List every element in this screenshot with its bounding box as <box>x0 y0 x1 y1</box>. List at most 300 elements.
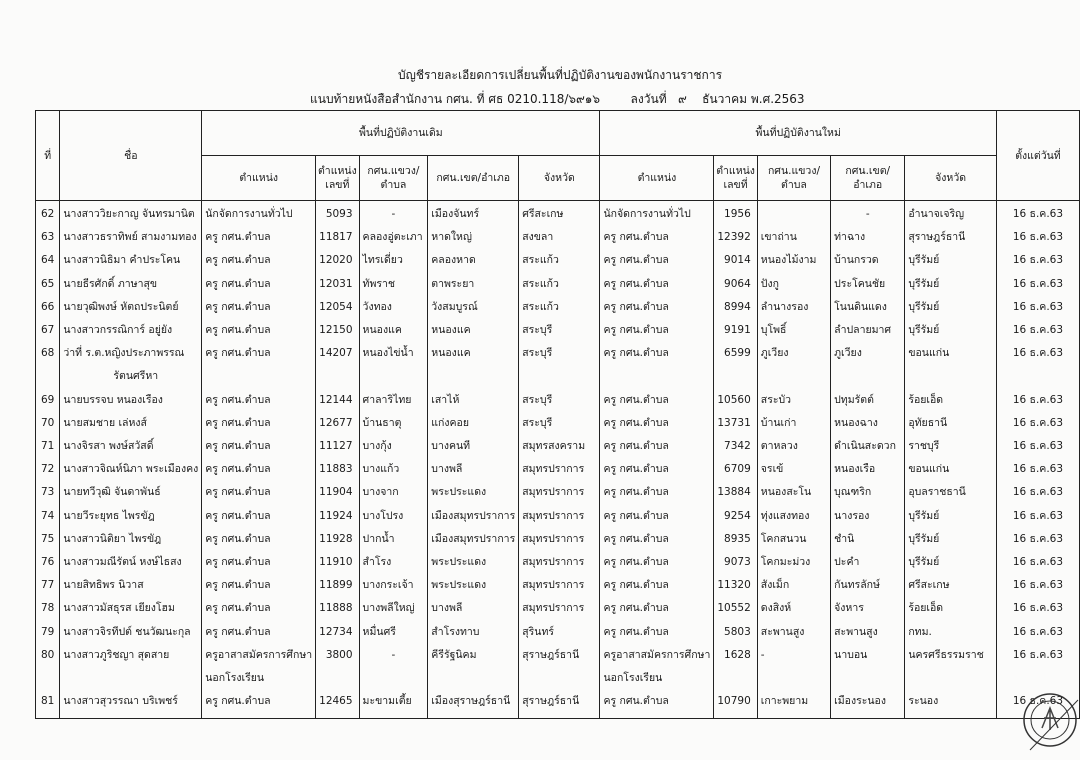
new-position-no-text: 9254 <box>724 509 751 522</box>
old-subdistrict-text: บางกุ้ง <box>362 440 392 453</box>
row-number <box>36 342 60 388</box>
header-new-subdistrict: กศน.แขวง/ ตำบล <box>757 156 830 201</box>
old-subdistrict <box>359 528 428 551</box>
new-position-text: ครู กศน.ตำบล <box>603 440 669 453</box>
new-position-text: ครู กศน.ตำบล <box>603 509 669 522</box>
new-province-text: อุทัยธานี <box>908 416 948 429</box>
old-province <box>519 435 600 458</box>
new-position-no-text: 9191 <box>724 324 751 337</box>
old-position <box>202 574 316 597</box>
person-name <box>60 505 202 528</box>
old-province <box>519 412 600 435</box>
new-district <box>831 389 905 412</box>
new-province <box>905 296 997 319</box>
row-number <box>36 690 60 719</box>
old-province <box>519 528 600 551</box>
old-position-text: ครู กศน.ตำบล <box>205 231 271 244</box>
old-subdistrict-text: ศาลาริไทย <box>362 393 412 406</box>
old-position-no <box>316 481 359 504</box>
row-number <box>36 597 60 620</box>
new-district-text: หนองฉาง <box>834 416 878 429</box>
person-name <box>60 481 202 504</box>
old-position-text: ครู กศน.ตำบล <box>205 347 271 360</box>
effective-date <box>996 273 1079 296</box>
new-subdistrict-text: บ้านเก่า <box>760 416 797 429</box>
row-number <box>36 319 60 342</box>
new-province <box>905 505 997 528</box>
new-position <box>600 528 714 551</box>
old-district <box>428 273 519 296</box>
effective-date-text: 16 ธ.ค.63 <box>1012 393 1064 406</box>
new-province <box>905 690 997 719</box>
person-name-text: นายบรรจบ หนองเรือง <box>63 393 163 406</box>
new-position-no <box>714 201 757 227</box>
old-position <box>202 342 316 388</box>
old-district <box>428 226 519 249</box>
old-subdistrict-text: ปากน้ำ <box>362 532 395 545</box>
old-subdistrict-text: บางกระเจ้า <box>362 579 414 592</box>
old-district <box>428 690 519 719</box>
row-number-text: 78 <box>41 602 55 615</box>
old-position <box>202 621 316 644</box>
person-name <box>60 319 202 342</box>
new-subdistrict <box>757 481 830 504</box>
old-province <box>519 690 600 719</box>
header-since: ตั้งแต่วันที่ <box>996 111 1079 201</box>
new-district-text: ลำปลายมาศ <box>834 324 892 337</box>
person-name <box>60 597 202 620</box>
old-subdistrict-text: บางแก้ว <box>362 463 400 476</box>
row-number <box>36 389 60 412</box>
header-name: ชื่อ <box>60 111 202 201</box>
old-position-no-text: 11817 <box>319 231 353 244</box>
old-position <box>202 690 316 719</box>
effective-date <box>996 249 1079 272</box>
person-name <box>60 551 202 574</box>
new-province <box>905 458 997 481</box>
header-new-province: จังหวัด <box>905 156 997 201</box>
new-position-text: ครู กศน.ตำบล <box>603 625 669 638</box>
new-district <box>831 644 905 690</box>
old-position-no <box>316 644 359 690</box>
new-subdistrict-text: หนองไม้งาม <box>760 254 817 267</box>
new-subdistrict-text: ภูเวียง <box>760 347 789 360</box>
person-name-text: นายธีรศักดิ์ ภาษาสุข <box>63 277 158 290</box>
new-subdistrict <box>757 389 830 412</box>
new-subdistrict <box>757 505 830 528</box>
new-position-no <box>714 481 757 504</box>
new-province <box>905 597 997 620</box>
old-district <box>428 481 519 504</box>
old-position-no <box>316 435 359 458</box>
new-subdistrict-text: สังเม็ก <box>760 579 790 592</box>
row-number-text: 64 <box>41 254 55 267</box>
new-position-text: ครู กศน.ตำบล <box>603 347 669 360</box>
old-province <box>519 574 600 597</box>
document-subtitle: แนบท้ายหนังสือสำนักงาน กศน. ที่ ศธ 0210.118/๖๙๑๖ ลงวันที่ ๙ ธันวาคม พ.ศ.2563 <box>310 92 805 106</box>
old-position-no-text: 12031 <box>319 277 353 290</box>
old-position <box>202 249 316 272</box>
old-position <box>202 201 316 227</box>
old-position-no-text: 12020 <box>319 254 353 267</box>
old-position-no <box>316 296 359 319</box>
old-position-no-text: 14207 <box>319 347 353 360</box>
old-province-text: สุราษฎร์ธานี <box>522 648 580 661</box>
old-position-text: ครู กศน.ตำบล <box>205 532 271 545</box>
old-position-no <box>316 412 359 435</box>
old-subdistrict <box>359 621 428 644</box>
old-district-text: คลองหาด <box>431 254 476 267</box>
new-province-text: ราชบุรี <box>908 440 940 453</box>
effective-date-text: 16 ธ.ค.63 <box>1012 416 1064 429</box>
new-position-text: ครู กศน.ตำบล <box>603 300 669 313</box>
old-district-text: หนองแค <box>431 347 471 360</box>
old-district <box>428 458 519 481</box>
old-province-text: สมุทรปราการ <box>522 532 585 545</box>
new-province <box>905 319 997 342</box>
old-district-text: เสาไห้ <box>431 393 460 406</box>
new-subdistrict <box>757 319 830 342</box>
old-position-no-text: 12054 <box>319 300 353 313</box>
row-number <box>36 644 60 690</box>
old-province <box>519 201 600 227</box>
old-position-text: ครู กศน.ตำบล <box>205 254 271 267</box>
effective-date-text: 16 ธ.ค.63 <box>1012 509 1064 522</box>
new-position-no-text: 10552 <box>717 602 751 615</box>
table-row <box>36 389 1080 412</box>
new-position-no-text: 1628 <box>724 648 751 661</box>
old-province-text: สระแก้ว <box>522 300 559 313</box>
old-province <box>519 481 600 504</box>
old-district-text: พระประแดง <box>431 486 487 499</box>
old-subdistrict <box>359 435 428 458</box>
old-position-no-text: 11888 <box>319 602 353 615</box>
new-position <box>600 621 714 644</box>
new-district-text: ภูเวียง <box>834 347 862 360</box>
row-number <box>36 412 60 435</box>
new-position <box>600 597 714 620</box>
person-name <box>60 435 202 458</box>
row-number-text: 72 <box>41 463 55 476</box>
new-position <box>600 412 714 435</box>
old-position-no-text: 11899 <box>319 579 353 592</box>
effective-date <box>996 621 1079 644</box>
new-district <box>831 528 905 551</box>
new-district <box>831 690 905 719</box>
old-district-text: พระประแดง <box>431 579 487 592</box>
old-province <box>519 551 600 574</box>
table-row <box>36 597 1080 620</box>
new-subdistrict-text: ปังกู <box>760 277 779 290</box>
new-position-no-text: 5803 <box>724 625 751 638</box>
old-subdistrict <box>359 226 428 249</box>
table-row <box>36 296 1080 319</box>
new-position-no <box>714 597 757 620</box>
new-position-text: ครู กศน.ตำบล <box>603 324 669 337</box>
old-subdistrict <box>359 201 428 227</box>
new-district-text: หนองเรือ <box>834 463 876 476</box>
old-position-no <box>316 249 359 272</box>
old-province <box>519 389 600 412</box>
old-position <box>202 644 316 690</box>
old-province-text: สงขลา <box>522 231 554 244</box>
new-position <box>600 551 714 574</box>
old-subdistrict-text: ทัพราช <box>362 277 396 290</box>
old-district-text: หนองแค <box>431 324 471 337</box>
old-position <box>202 458 316 481</box>
new-position-no <box>714 226 757 249</box>
row-number <box>36 226 60 249</box>
effective-date-text: 16 ธ.ค.63 <box>1012 324 1064 337</box>
new-position-no <box>714 435 757 458</box>
effective-date-text: 16 ธ.ค.63 <box>1012 208 1064 220</box>
effective-date-text: 16 ธ.ค.63 <box>1012 231 1064 244</box>
old-province <box>519 249 600 272</box>
new-district <box>831 412 905 435</box>
new-position <box>600 481 714 504</box>
new-position-text: ครู กศน.ตำบล <box>603 486 669 499</box>
new-district-text: ปทุมรัตต์ <box>834 393 874 406</box>
new-province <box>905 574 997 597</box>
old-subdistrict-text: หนองไข่น้ำ <box>362 347 414 360</box>
old-position-no-text: 11127 <box>319 440 353 453</box>
new-subdistrict-text: ทุ่งแสงทอง <box>760 509 810 522</box>
row-number-text: 76 <box>41 556 55 569</box>
table-row <box>36 412 1080 435</box>
person-name-text: ว่าที่ ร.ต.หญิงประภาพรรณ <box>63 347 185 360</box>
row-number-text: 70 <box>41 416 55 429</box>
garuda-seal-stamp <box>1020 680 1080 760</box>
old-position-no <box>316 574 359 597</box>
new-province-text: กทม. <box>908 625 932 638</box>
old-province <box>519 273 600 296</box>
new-position-text: ครู กศน.ตำบล <box>603 416 669 429</box>
new-position-no <box>714 296 757 319</box>
document-title: บัญชีรายละเอียดการเปลี่ยนพื้นที่ปฏิบัติงานของพนักงานราชการ <box>397 68 723 82</box>
old-position-text: ครู กศน.ตำบล <box>205 625 271 638</box>
old-province-text: สุราษฎร์ธานี <box>522 695 580 708</box>
old-position-no <box>316 201 359 227</box>
new-province-text: นครศรีธรรมราช <box>908 648 984 661</box>
old-position-no-text: 11904 <box>319 486 353 499</box>
effective-date <box>996 296 1079 319</box>
old-position-text: ครู กศน.ตำบล <box>205 463 271 476</box>
new-position-text: ครู กศน.ตำบล <box>603 393 669 406</box>
old-district-text: วังสมบูรณ์ <box>431 300 478 313</box>
new-province-text: บุรีรัมย์ <box>908 300 940 313</box>
new-position-no-text: 12392 <box>717 231 751 244</box>
old-district <box>428 201 519 227</box>
old-position-no <box>316 528 359 551</box>
new-district <box>831 458 905 481</box>
old-position-text: ครู กศน.ตำบล <box>205 695 271 708</box>
new-district-text: ประโคนชัย <box>834 277 886 290</box>
person-name-continuation: รัตนศรีหา <box>113 370 159 383</box>
old-district <box>428 621 519 644</box>
old-district <box>428 644 519 690</box>
new-position-no-text: 8994 <box>724 300 751 313</box>
old-position-no-text: 12734 <box>319 625 353 638</box>
old-province-text: สุรินทร์ <box>522 625 555 638</box>
old-subdistrict-text: บางโปรง <box>362 509 404 522</box>
new-position <box>600 690 714 719</box>
new-district <box>831 273 905 296</box>
new-position <box>600 201 714 227</box>
header-no: ที่ <box>36 111 60 201</box>
old-position-no-text: 12465 <box>319 695 353 708</box>
new-subdistrict-text: ดงสิงห์ <box>760 602 792 615</box>
new-district <box>831 201 905 227</box>
new-subdistrict-text: สะพานสูง <box>760 625 805 638</box>
old-position <box>202 505 316 528</box>
old-position <box>202 273 316 296</box>
effective-date <box>996 481 1079 504</box>
new-subdistrict <box>757 458 830 481</box>
old-position <box>202 481 316 504</box>
new-district <box>831 551 905 574</box>
old-province <box>519 319 600 342</box>
new-subdistrict <box>757 435 830 458</box>
row-number <box>36 249 60 272</box>
effective-date-text: 16 ธ.ค.63 <box>1012 532 1064 545</box>
header-new-position-no: ตำแหน่ง เลขที่ <box>714 156 757 201</box>
new-position-text: ครู กศน.ตำบล <box>603 695 669 708</box>
person-name-text: นางสาวนิติยา ไพรขัฎ <box>63 532 162 545</box>
new-district-text: ชำนิ <box>834 532 855 545</box>
old-subdistrict <box>359 505 428 528</box>
table-row <box>36 342 1080 388</box>
old-district-text: เมืองสุราษฎร์ธานี <box>431 695 511 708</box>
old-position-text: ครู กศน.ตำบล <box>205 277 271 290</box>
old-position-no-text: 3800 <box>325 648 353 661</box>
new-province-text: บุรีรัมย์ <box>908 277 940 290</box>
new-subdistrict <box>757 574 830 597</box>
old-subdistrict-text: - <box>391 208 396 220</box>
new-position <box>600 273 714 296</box>
old-position <box>202 412 316 435</box>
new-position-text: ครู กศน.ตำบล <box>603 579 669 592</box>
old-position-text: ครู กศน.ตำบล <box>205 440 271 453</box>
row-number-text: 79 <box>41 625 55 638</box>
old-province-text: สมุทรปราการ <box>522 463 585 476</box>
new-position <box>600 249 714 272</box>
header-old-area: พื้นที่ปฏิบัติงานเดิม <box>202 111 600 156</box>
new-position-text: ครู กศน.ตำบล <box>603 231 669 244</box>
old-province-text: สระแก้ว <box>522 277 559 290</box>
old-position <box>202 319 316 342</box>
old-district <box>428 551 519 574</box>
effective-date <box>996 458 1079 481</box>
effective-date-text: 16 ธ.ค.63 <box>1012 579 1064 592</box>
new-position-no-text: 1956 <box>724 208 751 220</box>
new-position-no-text: 9064 <box>724 277 751 290</box>
old-subdistrict <box>359 273 428 296</box>
old-position <box>202 296 316 319</box>
new-position-no <box>714 319 757 342</box>
old-district <box>428 574 519 597</box>
person-name <box>60 644 202 690</box>
old-subdistrict-text: สำโรง <box>362 556 392 569</box>
effective-date-text: 16 ธ.ค.63 <box>1012 602 1064 615</box>
new-position <box>600 574 714 597</box>
new-province-text: บุรีรัมย์ <box>908 324 940 337</box>
header-old-province: จังหวัด <box>519 156 600 201</box>
effective-date <box>996 551 1079 574</box>
new-position <box>600 389 714 412</box>
new-subdistrict-text: - <box>760 648 765 661</box>
new-province <box>905 201 997 227</box>
old-district-text: แก่งคอย <box>431 416 470 429</box>
new-subdistrict-text: เกาะพยาม <box>760 695 809 708</box>
new-province-text: ร้อยเอ็ด <box>908 393 944 406</box>
row-number-text: 63 <box>41 231 55 244</box>
new-province-text: อำนาจเจริญ <box>908 208 965 220</box>
table-row <box>36 574 1080 597</box>
row-number <box>36 273 60 296</box>
effective-date <box>996 528 1079 551</box>
old-province-text: สมุทรปราการ <box>522 556 585 569</box>
new-position <box>600 342 714 388</box>
effective-date-text: 16 ธ.ค.63 <box>1012 440 1064 453</box>
new-district-text: บ้านกรวด <box>834 254 879 267</box>
new-position-no <box>714 528 757 551</box>
new-district-text: บุณฑริก <box>834 486 872 499</box>
new-subdistrict <box>757 690 830 719</box>
old-position-text: ครูอาสาสมัครการศึกษา <box>205 648 313 661</box>
header-old-position-no: ตำแหน่ง เลขที่ <box>316 156 359 201</box>
header-new-district: กศน.เขต/อำเภอ <box>831 156 905 201</box>
person-name-text: นายทวีวุฒิ จันดาพันธ์ <box>63 486 161 499</box>
old-district-text: บางคนที <box>431 440 471 453</box>
old-subdistrict <box>359 389 428 412</box>
new-position-text: ครู กศน.ตำบล <box>603 254 669 267</box>
new-district-text: กันทรลักษ์ <box>834 579 880 592</box>
new-province <box>905 389 997 412</box>
new-position <box>600 644 714 690</box>
new-district <box>831 296 905 319</box>
new-province <box>905 342 997 388</box>
old-province-text: สระบุรี <box>522 416 553 429</box>
old-position-no <box>316 505 359 528</box>
new-province-text: บุรีรัมย์ <box>908 532 940 545</box>
effective-date-text: 16 ธ.ค.63 <box>1012 254 1064 267</box>
new-district <box>831 505 905 528</box>
new-district <box>831 226 905 249</box>
table-row <box>36 201 1080 227</box>
new-position <box>600 319 714 342</box>
row-number <box>36 201 60 227</box>
old-district-text: พระประแดง <box>431 556 487 569</box>
new-position <box>600 458 714 481</box>
person-name <box>60 342 202 388</box>
new-district <box>831 319 905 342</box>
effective-date <box>996 574 1079 597</box>
new-subdistrict-text: โคกสนวน <box>760 532 807 545</box>
old-position <box>202 528 316 551</box>
header-old-district: กศน.เขต/อำเภอ <box>428 156 519 201</box>
old-district <box>428 528 519 551</box>
old-position-text: ครู กศน.ตำบล <box>205 602 271 615</box>
old-province <box>519 597 600 620</box>
person-name <box>60 458 202 481</box>
table-row <box>36 273 1080 296</box>
new-subdistrict <box>757 597 830 620</box>
old-position-no <box>316 597 359 620</box>
old-district-text: เมืองสมุทรปราการ <box>431 532 516 545</box>
row-number-text: 67 <box>41 324 55 337</box>
old-province-text: สมุทรปราการ <box>522 602 585 615</box>
old-subdistrict-text: หมื่นศรี <box>362 625 396 638</box>
